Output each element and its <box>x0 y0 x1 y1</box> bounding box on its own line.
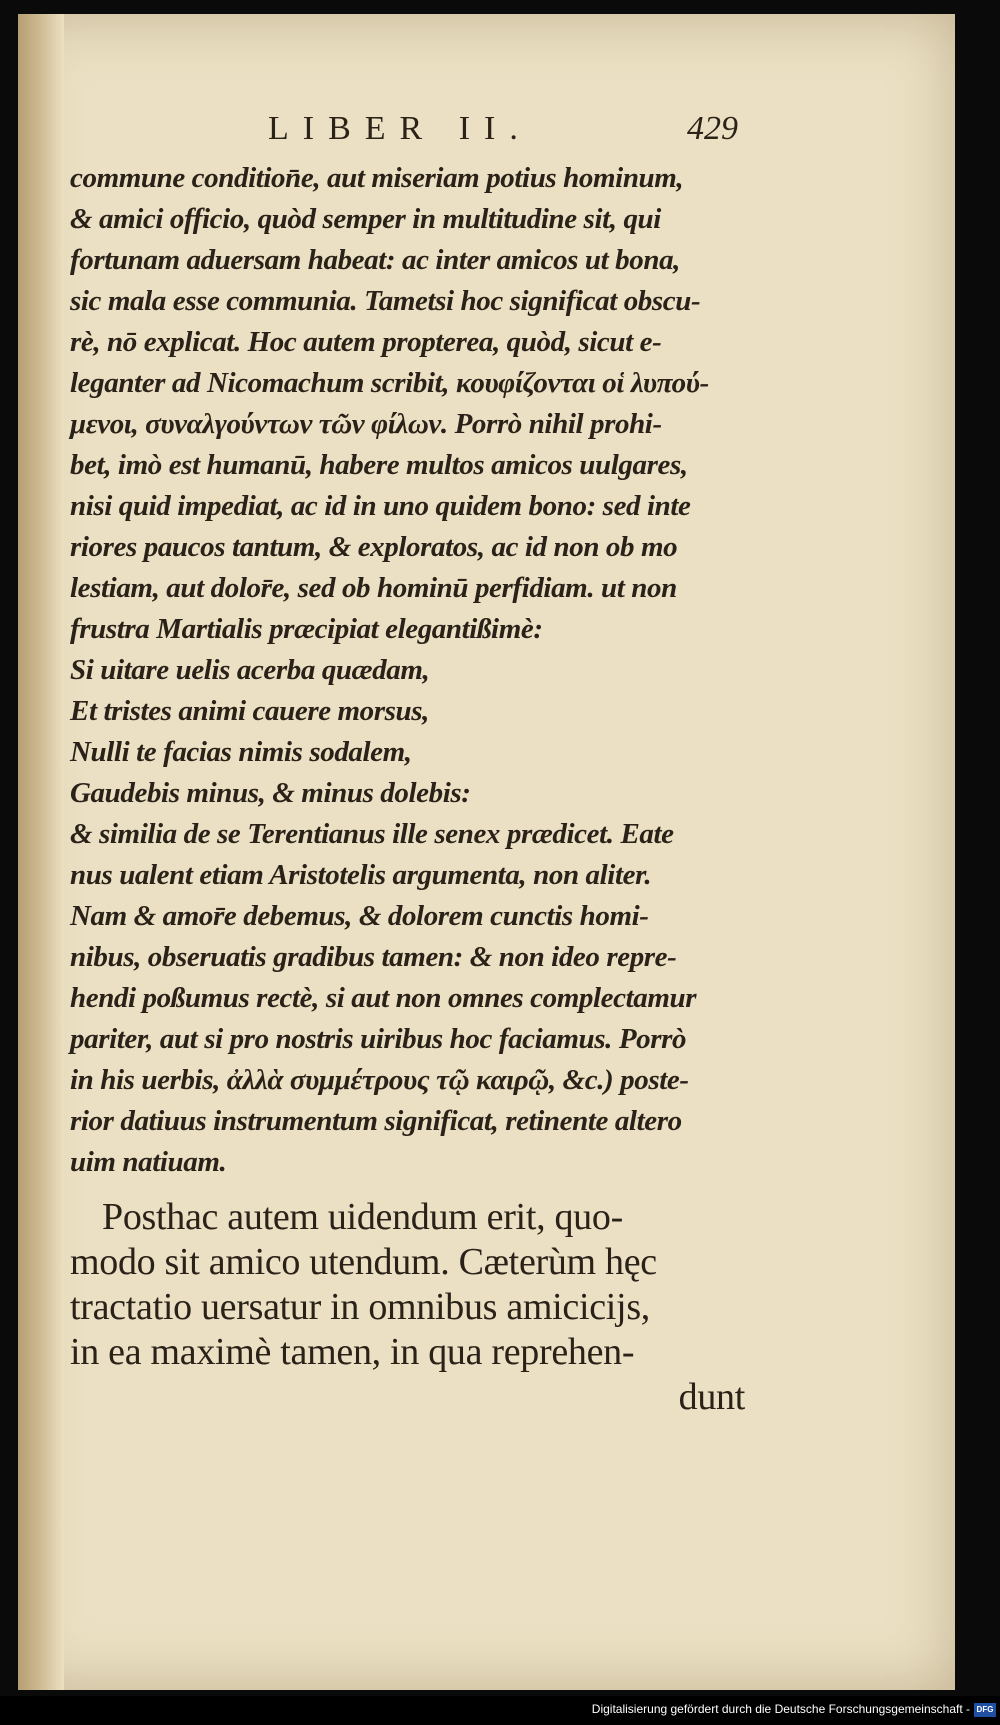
roman-text-line: modo sit amico utendum. Cæterùm hęc <box>70 1241 657 1283</box>
page-header <box>268 110 738 156</box>
italic-text-line: μενοι, συναλγούντων τῶν φίλων. Porrò nihil prohi- <box>70 408 662 440</box>
verse-line: Gaudebis minus, & minus dolebis: <box>70 777 471 809</box>
italic-text-line: pariter, aut si pro nostris uiribus hoc faciamus. Porrò <box>70 1023 687 1055</box>
italic-text-line: commune condition̄e, aut miseriam potius hominum, <box>70 162 684 194</box>
italic-text-line: nus ualent etiam Aristotelis argumenta, non aliter. <box>70 859 652 891</box>
book-page <box>18 14 955 1690</box>
italic-text-line: rè, nō explicat. Hoc autem propterea, quòd, sicut e- <box>70 326 662 358</box>
running-title: LIBER II. <box>268 110 532 147</box>
catchword: dunt <box>678 1376 745 1418</box>
footer-bar <box>0 1696 1000 1725</box>
italic-text-line: leganter ad Nicomachum scribit, κουφίζονται οἱ λυπού- <box>70 367 709 399</box>
roman-text-line: tractatio uersatur in omnibus amicicijs, <box>70 1286 651 1328</box>
verse-line: Et tristes animi cauere morsus, <box>70 695 430 727</box>
italic-text-line: & similia de se Terentianus ille senex prædicet. Eate <box>70 818 674 850</box>
page-gutter-shadow <box>18 14 64 1690</box>
dfg-logo: DFG <box>974 1703 996 1717</box>
roman-text-line: in ea maximè tamen, in qua reprehen- <box>70 1331 635 1373</box>
italic-text-line: lestiam, aut dolor̄e, sed ob hominū perfidiam. ut non <box>70 572 677 604</box>
italic-text-line: hendi poßumus rectè, si aut non omnes complectamur <box>70 982 697 1014</box>
italic-text-line: sic mala esse communia. Tametsi hoc significat obscu- <box>70 285 701 317</box>
verse-line: Si uitare uelis acerba quædam, <box>70 654 430 686</box>
italic-text-line: rior datiuus instrumentum significat, retinente altero <box>70 1105 682 1137</box>
page-number: 429 <box>687 110 738 147</box>
verse-line: Nulli te facias nimis sodalem, <box>70 736 412 768</box>
italic-text-line: & amici officio, quòd semper in multitudine sit, qui <box>70 203 661 235</box>
page-body <box>70 158 760 1420</box>
italic-text-line: nisi quid impediat, ac id in uno quidem bono: sed inte <box>70 490 691 522</box>
italic-text-line: fortunam aduersam habeat: ac inter amicos ut bona, <box>70 244 681 276</box>
italic-text-line: in his uerbis, ἀλλὰ συμμέτρους τῷ καιρῷ, &c.) poste- <box>70 1064 689 1096</box>
italic-text-line: Nam & amor̄e debemus, & dolorem cunctis homi- <box>70 900 649 932</box>
italic-text-line: riores paucos tantum, & exploratos, ac id non ob mo <box>70 531 678 563</box>
italic-text-line: nibus, obseruatis gradibus tamen: & non ideo repre- <box>70 941 677 973</box>
italic-text-line: bet, imò est humanū, habere multos amicos uulgares, <box>70 449 688 481</box>
digitization-credit: Digitalisierung gefördert durch die Deutsche Forschungsgemeinschaft - <box>591 1702 970 1716</box>
italic-text-line: uim natiuam. <box>70 1146 227 1178</box>
roman-text-line: Posthac autem uidendum erit, quo- <box>102 1196 623 1238</box>
italic-text-line: frustra Martialis præcipiat elegantißimè: <box>70 613 543 645</box>
